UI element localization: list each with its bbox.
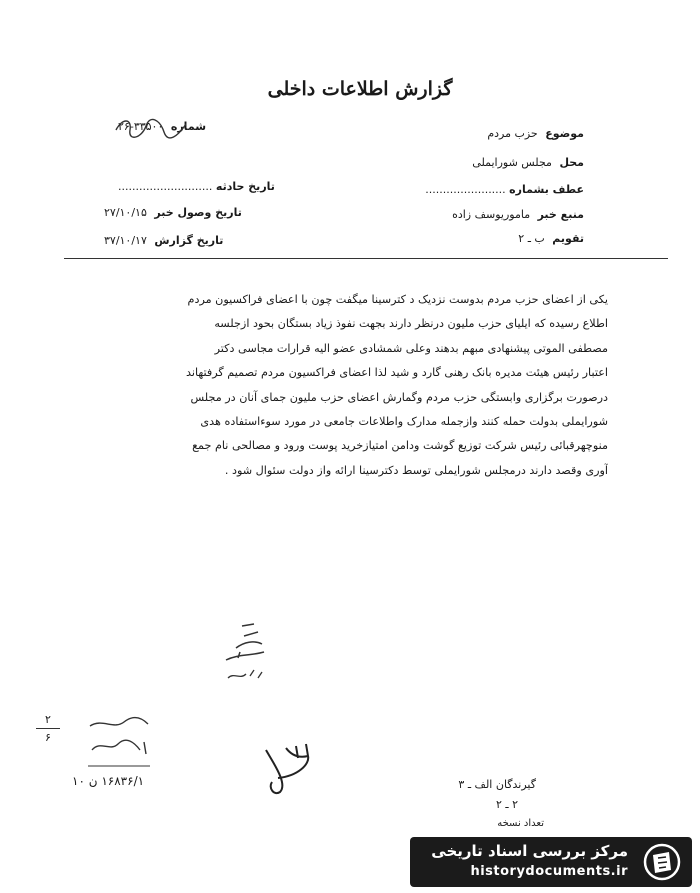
report-date-field bbox=[104, 234, 223, 247]
recipients-field bbox=[458, 778, 536, 791]
header-divider bbox=[64, 258, 668, 259]
body-line: شورایملی بدولت حمله کنند وازجمله مدارک واطلاعات جامعی در مورد سوءاستفاده هدی bbox=[200, 415, 608, 429]
report-title: گزارش اطلاعات داخلی bbox=[267, 78, 453, 100]
handwritten-signature-icon bbox=[214, 618, 274, 688]
copies-value: ۲ ـ ۲ bbox=[495, 798, 518, 811]
subject-field bbox=[487, 127, 584, 140]
receipt-date-field bbox=[104, 206, 242, 219]
grade-label: تقویم bbox=[552, 232, 584, 245]
receipt-date-value: ۲۷/۱۰/۱۵ bbox=[104, 206, 147, 219]
source-value: ماموریوسف زاده bbox=[452, 208, 531, 221]
event-date-field bbox=[118, 180, 275, 193]
report-number-value: ۳۳۵۰۰-۲۶ bbox=[118, 120, 164, 133]
page-fraction-top: ۲ bbox=[45, 713, 51, 726]
recipients-label: گیرندگان bbox=[495, 778, 536, 791]
archive-logo-icon bbox=[642, 843, 682, 881]
location-field bbox=[472, 156, 584, 169]
location-label: محل bbox=[559, 156, 584, 169]
event-date-dots: ........................... bbox=[118, 180, 213, 193]
report-number-label: شماره bbox=[170, 120, 207, 133]
body-line: آوری وقصد دارند درمجلس شورایملی توسط دکترسینا ارائه واز دولت سئوال شود . bbox=[224, 463, 608, 477]
page-fraction-bottom: ۶ bbox=[45, 731, 51, 744]
body-line: یکی از اعضای حزب مردم بدوست نزدیک د کترسینا میگفت چون با اعضای فراکسیون مردم bbox=[187, 293, 608, 306]
report-body bbox=[96, 288, 608, 483]
watermark-title: مرکز بررسی اسناد تاریخی bbox=[431, 842, 628, 860]
event-date-label: تاریخ حادثه bbox=[215, 180, 275, 193]
receipt-date-label: تاریخ وصول خبر bbox=[154, 206, 242, 219]
location-value: مجلس شورایملی bbox=[472, 156, 552, 169]
ref-dots: ....................... bbox=[425, 183, 506, 196]
watermark-url: historydocuments.ir bbox=[470, 864, 628, 879]
handwritten-initials-icon bbox=[248, 736, 318, 796]
body-line: اطلاع رسیده که ایلیای حزب ملیون درنظر دارند بجهت نفوذ زیاد بستگان بحود ازجلسه bbox=[214, 317, 608, 331]
number-scribble-icon bbox=[112, 114, 192, 140]
grade-value: ب ـ ۲ bbox=[518, 232, 545, 245]
body-line: درصورت برگزاری وابستگی حزب مردم وگمارش اعضای حزب ملیون جمای آنان در مجلس bbox=[190, 390, 608, 404]
page-fraction bbox=[36, 713, 60, 744]
source-field bbox=[452, 208, 584, 221]
subject-value: حزب مردم bbox=[487, 127, 538, 140]
document-code: ۱۶۸۳۶/۱ ن ۱۰ bbox=[72, 774, 145, 788]
handwritten-note-icon bbox=[84, 712, 154, 768]
body-line: اعتبار رئیس هیئت مدیره بانک رهنی گارد و شید لذا اعضای فراکسیون مردم تصمیم گرفتهاند bbox=[185, 366, 608, 380]
copies-label: تعداد نسخه bbox=[497, 818, 544, 829]
subject-label: موضوع bbox=[545, 127, 584, 140]
source-label: منبع خبر bbox=[537, 208, 584, 221]
report-date-label: تاریخ گزارش bbox=[154, 234, 224, 247]
ref-label: عطف بشماره bbox=[509, 183, 584, 196]
archive-watermark bbox=[410, 837, 692, 887]
body-line: منوچهرقبائی رئیس شرکت توزیع گوشت ودامن امتیازخرید پوست ورود و مصالحی نام جمع bbox=[192, 439, 608, 453]
ref-field bbox=[425, 183, 584, 196]
body-line: مصطفی الموتی پیشنهادی مبهم بدهند وعلی شمشادی عضو الیه قرارات مجاسی دکتر bbox=[214, 341, 608, 355]
recipients-value: الف ـ ۳ bbox=[458, 778, 493, 791]
report-date-value: ۳۷/۱۰/۱۷ bbox=[104, 234, 147, 247]
grade-field bbox=[518, 232, 584, 245]
